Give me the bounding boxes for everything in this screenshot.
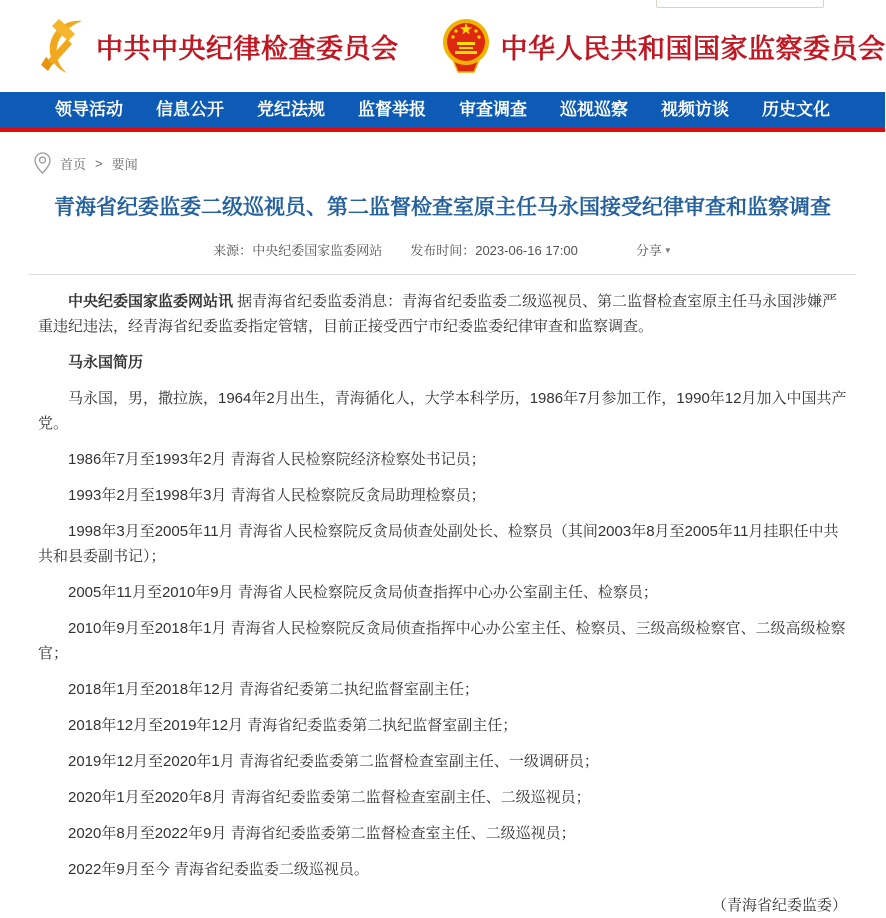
- resume-item: 2010年9月至2018年1月 青海省人民检察院反贪局侦查指挥中心办公室主任、检察员、三级高级检察官、二级高级检察官；: [38, 620, 846, 662]
- resume-item: 1998年3月至2005年11月 青海省人民检察院反贪局侦查处副处长、检察员（其间2003年8月至2005年11月挂职任中共共和县委副书记）；: [38, 523, 839, 565]
- nav-item[interactable]: 监督举报: [358, 100, 426, 119]
- national-emblem-icon: [441, 16, 491, 76]
- source-label: 来源：: [213, 243, 253, 258]
- breadcrumb: [34, 152, 885, 174]
- breadcrumb-current[interactable]: 要闻: [111, 156, 138, 172]
- resume-intro: 马永国，男，撒拉族，1964年2月出生，青海循化人，大学本科学历，1986年7月参加工作，1990年12月加入中国共产党。: [38, 390, 847, 432]
- main-nav: [0, 92, 885, 128]
- nav-item[interactable]: 领导活动: [55, 100, 123, 119]
- site-header: [0, 0, 885, 92]
- resume-item: 2020年1月至2020年8月 青海省纪委监委第二监督检查室副主任、二级巡视员；: [68, 789, 591, 806]
- resume-item: 2019年12月至2020年1月 青海省纪委监委第二监督检查室副主任、一级调研员；: [68, 753, 599, 770]
- nav-item[interactable]: 党纪法规: [257, 100, 325, 119]
- article-source: [213, 240, 382, 259]
- caret-down-icon: ▼: [663, 246, 672, 255]
- resume-item: 1993年2月至1998年3月 青海省人民检察院反贪局助理检察员；: [68, 487, 486, 504]
- lead-text: 据青海省纪委监委消息：青海省纪委监委二级巡视员、第二监督检查室原主任马永国涉嫌严重违纪违法，经青海省纪委监委指定管辖，目前正接受西宁市纪委监委纪律审查和监察调查。: [38, 293, 838, 335]
- source-value: 中央纪委国家监委网站: [252, 243, 383, 258]
- nav-item[interactable]: 视频访谈: [661, 100, 729, 119]
- nav-item[interactable]: 审查调查: [459, 100, 527, 119]
- lead-paragraph: [38, 289, 847, 339]
- nav-item[interactable]: 历史文化: [762, 100, 830, 119]
- share-label: 分享: [635, 243, 662, 258]
- nav-item[interactable]: 信息公开: [156, 100, 224, 119]
- article-body: [0, 275, 885, 918]
- resume-item: 2022年9月至今 青海省纪委监委二级巡视员。: [68, 861, 369, 878]
- ccdi-title: 中共中央纪律检查委员会: [96, 33, 399, 64]
- ccdi-brand[interactable]: [40, 18, 399, 74]
- resume-item: 1986年7月至1993年2月 青海省人民检察院经济检察处书记员；: [68, 451, 486, 468]
- search-input[interactable]: [656, 0, 824, 8]
- nav-item[interactable]: 巡视巡察: [560, 100, 628, 119]
- article-time: [410, 240, 578, 259]
- article-meta: [0, 240, 885, 259]
- resume-item: 2005年11月至2010年9月 青海省人民检察院反贪局侦查指挥中心办公室副主任、检察员；: [68, 584, 658, 601]
- breadcrumb-home[interactable]: 首页: [60, 156, 87, 172]
- nsc-title: 中华人民共和国国家监察委员会: [500, 33, 886, 64]
- lead-bold: 中央纪委国家监委网站讯: [68, 293, 234, 310]
- resume-item: 2018年12月至2019年12月 青海省纪委监委第二执纪监督室副主任；: [68, 717, 518, 734]
- breadcrumb-separator: >: [95, 155, 103, 171]
- article-signature: （青海省纪委监委）: [711, 897, 847, 914]
- time-label: 发布时间：: [410, 243, 476, 258]
- nsc-brand[interactable]: [441, 16, 886, 76]
- resume-item: 2020年8月至2022年9月 青海省纪委监委第二监督检查室主任、二级巡视员；: [68, 825, 576, 842]
- resume-item: 2018年1月至2018年12月 青海省纪委第二执纪监督室副主任；: [68, 681, 479, 698]
- article-title: 青海省纪委监委二级巡视员、第二监督检查室原主任马永国接受纪律审查和监察调查: [54, 196, 831, 219]
- party-emblem-icon: [40, 18, 86, 74]
- resume-list: [38, 447, 847, 882]
- location-pin-icon: [34, 152, 51, 174]
- share-button[interactable]: [636, 240, 672, 259]
- nav-underline: [0, 128, 885, 132]
- resume-heading: 马永国简历: [68, 354, 144, 371]
- article: [0, 195, 885, 918]
- time-value: 2023-06-16 17:00: [475, 243, 578, 258]
